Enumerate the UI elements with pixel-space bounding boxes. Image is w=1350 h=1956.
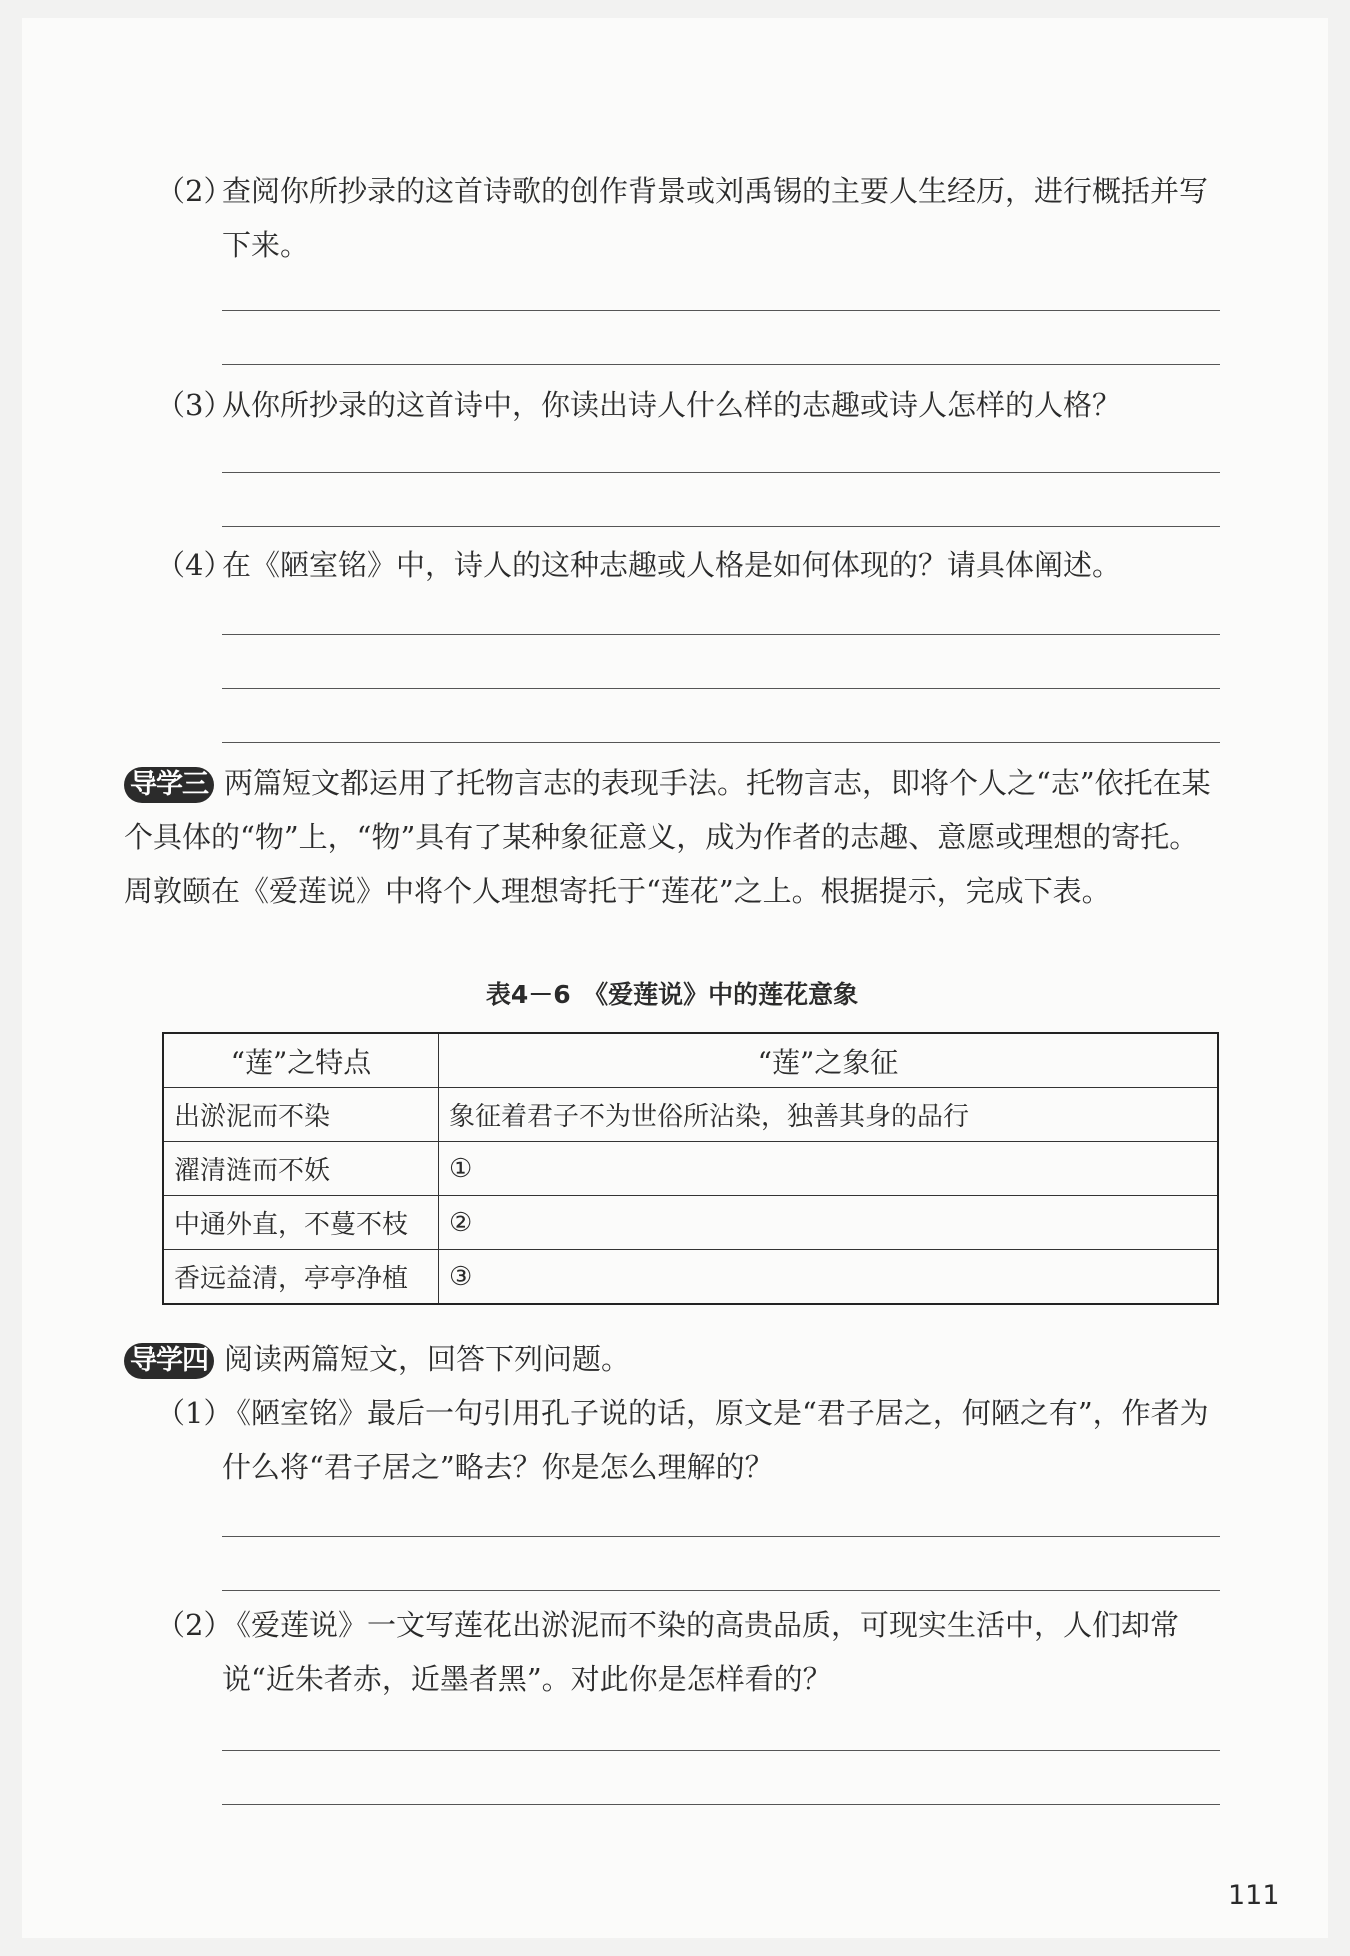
answer-line <box>222 688 1220 689</box>
answer-line <box>222 1804 1220 1805</box>
guide-text-3: 两篇短文都运用了托物言志的表现手法。托物言志，即将个人之“志”依托在某个具体的“物”上，“物”具有了某种象征意义，成为作者的志趣、意愿或理想的寄托。周敦颐在《爱莲说》中将个人理想寄托于“莲花”之上。根据提示，完成下表。 <box>124 766 1211 908</box>
question-text: 《爱莲说》一文写莲花出淤泥而不染的高贵品质，可现实生活中，人们却常说“近朱者赤，近墨者黑”。对此你是怎样看的？ <box>222 1608 1180 1696</box>
table-caption: 表4－6 《爱莲说》中的莲花意象 <box>485 980 859 1009</box>
answer-line <box>222 1590 1220 1591</box>
question-text: 从你所抄录的这首诗中，你读出诗人什么样的志趣或诗人怎样的人格？ <box>222 388 1122 422</box>
table-cell-feature: 出淤泥而不染 <box>163 1088 439 1142</box>
table-row <box>163 1088 1218 1142</box>
question-2-bottom <box>156 1598 1226 1708</box>
answer-line <box>222 1536 1220 1537</box>
table-row <box>163 1250 1218 1305</box>
question-number: （2） <box>156 1608 233 1642</box>
table-cell-feature: 濯清涟而不妖 <box>163 1142 439 1196</box>
answer-line <box>222 310 1220 311</box>
table-cell-symbol: ② <box>439 1196 1219 1250</box>
answer-line <box>222 634 1220 635</box>
question-3 <box>156 378 1226 432</box>
guide-text-4: 阅读两篇短文，回答下列问题。 <box>224 1342 631 1376</box>
answer-line <box>222 1750 1220 1751</box>
table-cell-symbol: 象征着君子不为世俗所沾染，独善其身的品行 <box>439 1088 1219 1142</box>
answer-line <box>222 364 1220 365</box>
lotus-imagery-table <box>162 1032 1219 1305</box>
question-2-top <box>156 164 1226 274</box>
guide-section-4 <box>124 1332 1220 1386</box>
answer-line <box>222 472 1220 473</box>
question-4 <box>156 538 1226 592</box>
table-header-cell: “莲”之特点 <box>163 1033 439 1088</box>
question-text: 查阅你所抄录的这首诗歌的创作背景或刘禹锡的主要人生经历，进行概括并写下来。 <box>222 174 1209 262</box>
table-cell-feature: 香远益清，亭亭净植 <box>163 1250 439 1305</box>
table-row <box>163 1196 1218 1250</box>
guide-badge-4: 导学四 <box>124 1343 214 1379</box>
question-number: （1） <box>156 1396 233 1430</box>
table-cell-symbol: ③ <box>439 1250 1219 1305</box>
table-header-cell: “莲”之象征 <box>439 1033 1219 1088</box>
question-number: （3） <box>156 388 233 422</box>
table-header-row <box>163 1033 1218 1088</box>
table-cell-symbol: ① <box>439 1142 1219 1196</box>
guide-section-3 <box>124 756 1220 918</box>
answer-line <box>222 526 1220 527</box>
guide-badge-3: 导学三 <box>124 767 214 803</box>
question-text: 在《陋室铭》中，诗人的这种志趣或人格是如何体现的？请具体阐述。 <box>222 548 1122 582</box>
table-cell-feature: 中通外直，不蔓不枝 <box>163 1196 439 1250</box>
answer-line <box>222 742 1220 743</box>
page-number: 111 <box>1228 1880 1280 1911</box>
table-row <box>163 1142 1218 1196</box>
question-number: （4） <box>156 548 233 582</box>
question-number: （2） <box>156 174 233 208</box>
question-text: 《陋室铭》最后一句引用孔子说的话，原文是“君子居之，何陋之有”，作者为什么将“君子居之”略去？你是怎么理解的？ <box>222 1396 1209 1484</box>
question-1-bottom <box>156 1386 1226 1496</box>
